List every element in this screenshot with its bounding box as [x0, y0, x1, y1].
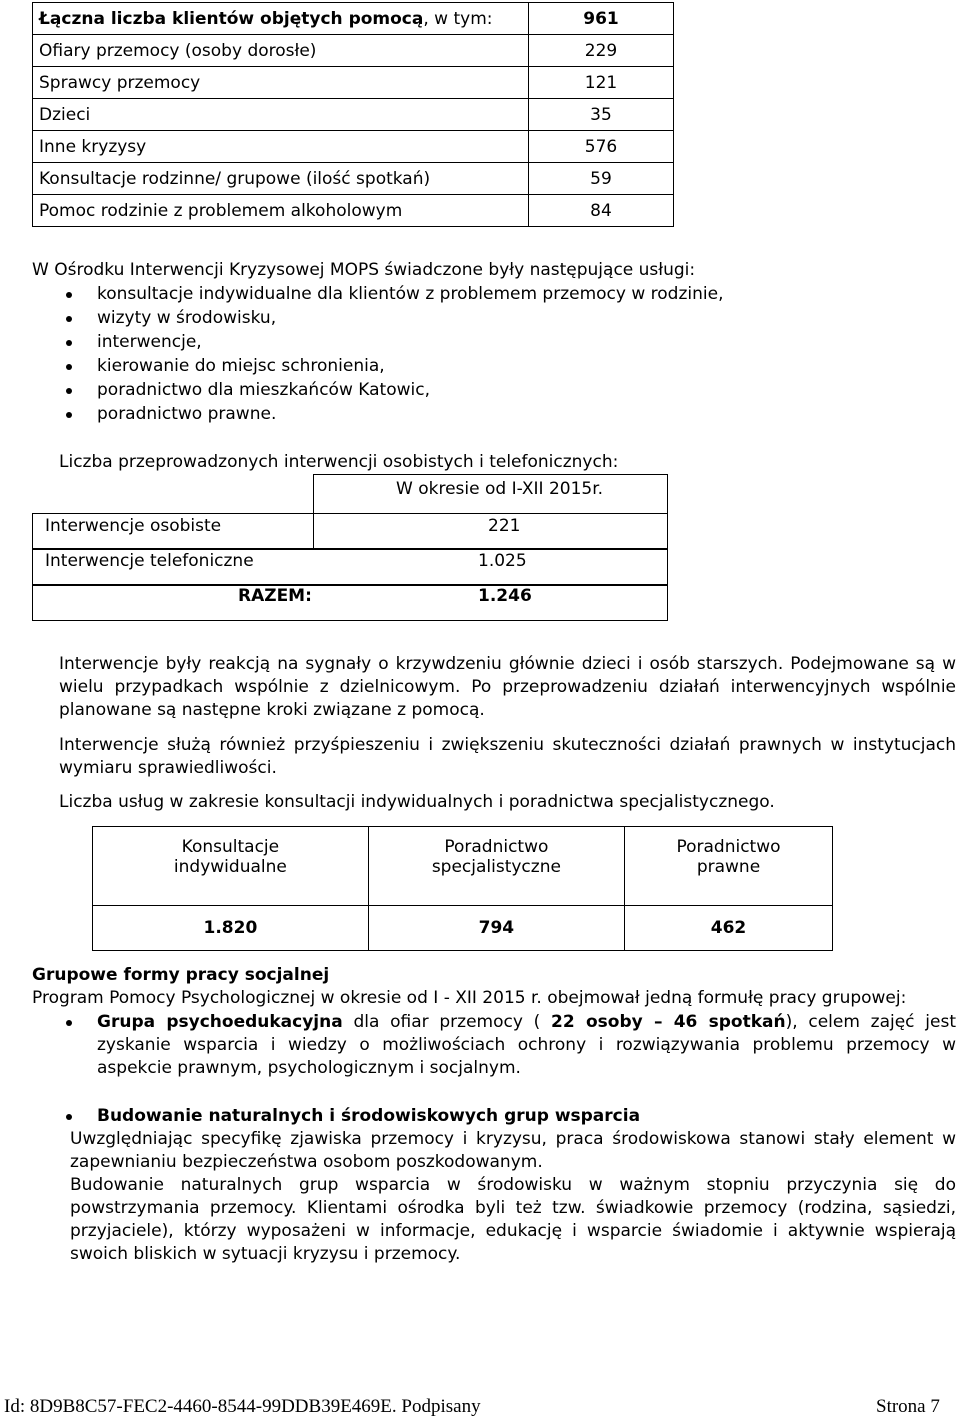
row-value: 84: [529, 195, 674, 227]
summary-table: [32, 2, 674, 227]
group-item-text: dla ofiar przemocy (: [342, 1012, 552, 1032]
interventions-row: [32, 584, 668, 621]
table-row: [33, 35, 674, 67]
table-cell: 462: [624, 906, 832, 951]
row-label: Inne kryzysy: [33, 131, 529, 163]
row-value: 121: [529, 67, 674, 99]
list-item: kierowanie do miejsc schronienia,: [66, 354, 724, 378]
row-label: Sprawcy przemocy: [33, 67, 529, 99]
page-number: Strona 7: [876, 1396, 940, 1417]
table-row: [93, 906, 833, 951]
paragraph: Interwencje służą również przyśpieszeniu i zwiększeniu skuteczności działań prawnych w instytucjach wymiaru sprawiedliwości.: [59, 735, 956, 778]
row-value: 35: [529, 99, 674, 131]
table-cell: 1.820: [93, 906, 369, 951]
row-label: Konsultacje rodzinne/ grupowe (ilość spotkań): [33, 163, 529, 195]
group-item-paragraph: Uwzględniając specyfikę zjawiska przemocy i kryzysu, praca środowiskowa stanowi stały element w zapewnianiu bezpieczeństwa osobom poszkodowanym.: [70, 1129, 956, 1172]
intervention-label: Interwencje telefoniczne: [45, 551, 254, 571]
consult-table: [92, 826, 833, 951]
row-label: Pomoc rodzinie z problemem alkoholowym: [33, 195, 529, 227]
interventions-period-header: W okresie od I-XII 2015r.: [396, 479, 604, 499]
row-value: 576: [529, 131, 674, 163]
group-intro: Program Pomocy Psychologicznej w okresie od I - XII 2015 r. obejmował jedną formułę pracy grupowej:: [32, 988, 907, 1008]
row-label: Ofiary przemocy (osoby dorosłe): [33, 35, 529, 67]
row-label-suffix: , w tym:: [423, 8, 493, 29]
intervention-value: 1.025: [478, 551, 527, 571]
list-item: poradnictwo dla mieszkańców Katowic,: [66, 378, 724, 402]
group-item-title: Grupa psychoedukacyjna: [97, 1012, 343, 1032]
row-label: Łączna liczba klientów objętych pomocą: [39, 8, 424, 29]
table-row: [33, 67, 674, 99]
services-intro: W Ośrodku Interwencji Kryzysowej MOPS świadczone były następujące usługi:: [32, 260, 696, 280]
list-item: interwencje,: [66, 330, 724, 354]
document-id: Id: 8D9B8C57-FEC2-4460-8544-99DDB39E469E. Podpisany: [4, 1396, 481, 1417]
section-heading: Grupowe formy pracy socjalnej: [32, 965, 330, 985]
column-header: Poradnictwo specjalistyczne: [368, 827, 624, 906]
table-row: [33, 163, 674, 195]
row-label: Dzieci: [33, 99, 529, 131]
intervention-label: Interwencje osobiste: [45, 516, 222, 536]
row-value: 59: [529, 163, 674, 195]
table-row: [33, 195, 674, 227]
bullet-icon: [66, 1114, 72, 1120]
list-item: poradnictwo prawne.: [66, 402, 724, 426]
table-row: [33, 131, 674, 163]
paragraph: Liczba usług w zakresie konsultacji indywidualnych i poradnictwa specjalistycznego.: [59, 792, 775, 812]
services-list: [66, 282, 724, 426]
group-item-title: Budowanie naturalnych i środowiskowych grup wsparcia: [97, 1106, 641, 1126]
intervention-value: 221: [488, 516, 521, 536]
column-header: Konsultacje indywidualne: [93, 827, 369, 906]
group-item: [97, 1011, 956, 1080]
group-item-text: ), celem zajęć jest zyskanie wsparcia i wiedzy o możliwościach ochrony i rozwiązywania problemu przemocy w aspekcie prawnym, psychologicznym i socjalnym.: [97, 1012, 956, 1078]
interventions-caption: Liczba przeprowadzonych interwencji osobistych i telefonicznych:: [59, 452, 619, 472]
list-item: wizyty w środowisku,: [66, 306, 724, 330]
bullet-icon: [66, 1020, 72, 1026]
table-row: [33, 99, 674, 131]
table-row: [33, 3, 674, 35]
row-value: 229: [529, 35, 674, 67]
interventions-total-value: 1.246: [478, 586, 532, 606]
group-item-paragraph: Budowanie naturalnych grup wsparcia w środowisku w ważnym stopniu przyczynia się do powstrzymania przemocy. Klientami ośrodka byli też tzw. świadkowie przemocy (rodzina, sąsiedzi, przyjaciele), którzy wyposażeni w informacje, edukację i wsparcie świadomie i aktywnie wspierają swoich bliskich w sytuacji kryzysu i przemocy.: [70, 1175, 956, 1264]
row-value: 961: [529, 3, 674, 35]
group-item-stats: 22 osoby – 46 spotkań: [551, 1012, 786, 1032]
table-header-row: [93, 827, 833, 906]
table-cell: 794: [368, 906, 624, 951]
list-item: konsultacje indywidualne dla klientów z problemem przemocy w rodzinie,: [66, 282, 724, 306]
column-header: Poradnictwo prawne: [624, 827, 832, 906]
paragraph: Interwencje były reakcją na sygnały o krzywdzeniu głównie dzieci i osób starszych. Podejmowane są w wielu przypadkach wspólnie z dzielnicowym. Po przeprowadzeniu działań interwencyjnych wspólnie planowane są następne kroki związane z pomocą.: [59, 654, 956, 720]
interventions-total-label: RAZEM:: [238, 586, 312, 606]
